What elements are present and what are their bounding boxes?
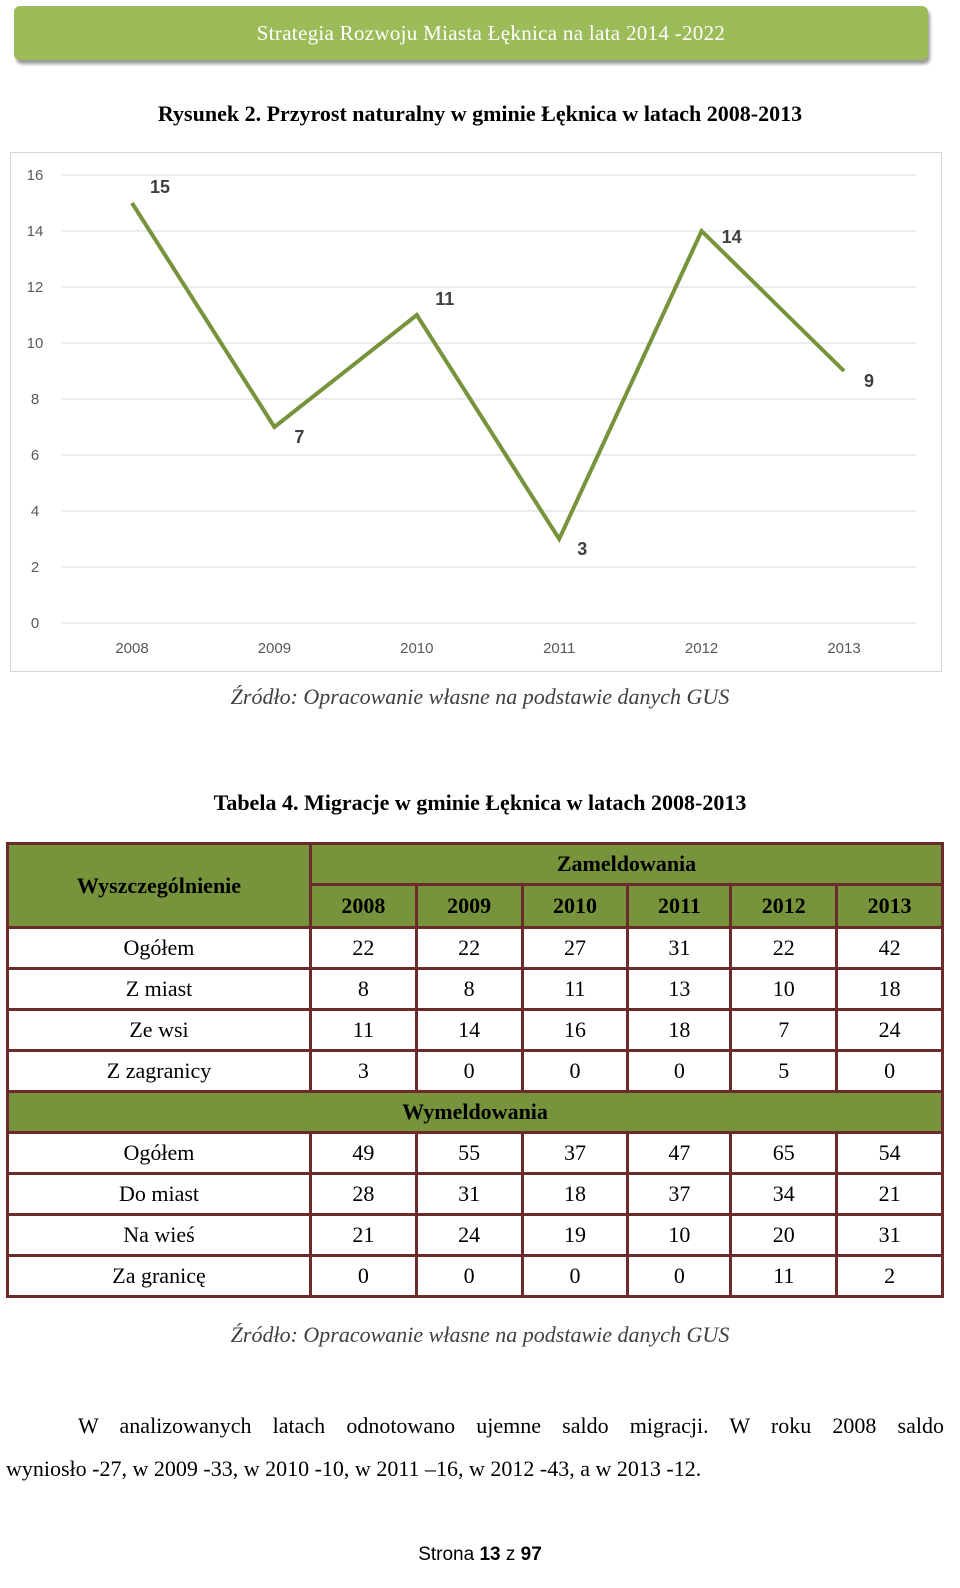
value-cell: 3	[311, 1051, 417, 1092]
table-row	[8, 1215, 943, 1256]
row-label-cell: Za granicę	[8, 1256, 311, 1297]
chart-svg	[11, 153, 941, 671]
value-cell: 11	[731, 1256, 837, 1297]
data-label: 11	[435, 289, 455, 309]
year-header-cell: 2008	[311, 885, 417, 928]
x-tick-label: 2008	[115, 640, 149, 657]
row-header-cell: Wyszczególnienie	[8, 844, 311, 928]
value-cell: 31	[837, 1215, 943, 1256]
value-cell: 65	[731, 1133, 837, 1174]
value-cell: 54	[837, 1133, 943, 1174]
group-row-wymeldowania	[8, 1092, 943, 1133]
document-header-title: Strategia Rozwoju Miasta Łęknica na lata 2014 -2022	[256, 20, 726, 45]
data-label: 7	[294, 427, 305, 447]
value-cell: 7	[731, 1010, 837, 1051]
row-label-cell: Do miast	[8, 1174, 311, 1215]
y-tick-label: 0	[30, 615, 40, 632]
table-source: Źródło: Opracowanie własne na podstawie danych GUS	[230, 1322, 730, 1347]
row-label-cell: Z miast	[8, 969, 311, 1010]
value-cell: 19	[522, 1215, 628, 1256]
value-cell: 37	[522, 1133, 628, 1174]
table-row	[8, 1133, 943, 1174]
value-cell: 31	[628, 928, 731, 969]
year-header-cell: 2013	[837, 885, 943, 928]
y-tick-label: 10	[26, 335, 44, 352]
value-cell: 20	[731, 1215, 837, 1256]
group-header-wymeldowania: Wymeldowania	[8, 1092, 943, 1133]
value-cell: 13	[628, 969, 731, 1010]
value-cell: 14	[416, 1010, 522, 1051]
value-cell: 49	[311, 1133, 417, 1174]
value-cell: 0	[311, 1256, 417, 1297]
x-tick-label: 2010	[400, 640, 434, 657]
value-cell: 21	[837, 1174, 943, 1215]
x-tick-label: 2009	[257, 640, 292, 657]
value-cell: 0	[416, 1256, 522, 1297]
value-cell: 22	[311, 928, 417, 969]
page-footer	[0, 1544, 960, 1566]
value-cell: 16	[522, 1010, 628, 1051]
figure-caption: Rysunek 2. Przyrost naturalny w gminie Łęknica w latach 2008-2013	[157, 101, 803, 126]
table-row	[8, 1010, 943, 1051]
year-header-cell: 2009	[416, 885, 522, 928]
y-tick-label: 8	[30, 391, 40, 408]
value-cell: 0	[416, 1051, 522, 1092]
value-cell: 27	[522, 928, 628, 969]
migration-table	[6, 842, 944, 1298]
value-cell: 18	[522, 1174, 628, 1215]
x-tick-label: 2011	[543, 640, 576, 657]
value-cell: 0	[837, 1051, 943, 1092]
y-tick-label: 12	[26, 279, 44, 296]
row-label-cell: Na wieś	[8, 1215, 311, 1256]
value-cell: 11	[311, 1010, 417, 1051]
body-paragraph	[6, 1404, 944, 1490]
value-cell: 28	[311, 1174, 417, 1215]
paragraph-line-2: wyniosło -27, w 2009 -33, w 2010 -10, w 2011 –16, w 2012 -43, a w 2013 -12.	[6, 1456, 702, 1481]
group-header-zameldowania: Zameldowania	[311, 844, 943, 885]
value-cell: 18	[628, 1010, 731, 1051]
value-cell: 8	[311, 969, 417, 1010]
year-header-cell: 2010	[522, 885, 628, 928]
value-cell: 0	[628, 1256, 731, 1297]
value-cell: 8	[416, 969, 522, 1010]
value-cell: 24	[416, 1215, 522, 1256]
table-row	[8, 969, 943, 1010]
value-cell: 42	[837, 928, 943, 969]
footer-prefix: Strona	[418, 1544, 475, 1565]
value-cell: 24	[837, 1010, 943, 1051]
table-row	[8, 928, 943, 969]
line-chart	[10, 152, 942, 672]
y-tick-label: 6	[30, 447, 40, 464]
series-line	[132, 203, 844, 539]
value-cell: 18	[837, 969, 943, 1010]
value-cell: 10	[628, 1215, 731, 1256]
value-cell: 47	[628, 1133, 731, 1174]
document-header-bar	[14, 6, 928, 60]
footer-separator: z	[505, 1544, 516, 1565]
value-cell: 21	[311, 1215, 417, 1256]
table-row	[8, 1051, 943, 1092]
footer-page-total: 97	[520, 1544, 542, 1565]
row-label-cell: Ogółem	[8, 1133, 311, 1174]
y-tick-label: 16	[26, 167, 44, 184]
data-label: 14	[721, 227, 742, 247]
x-tick-label: 2013	[827, 640, 861, 657]
value-cell: 11	[522, 969, 628, 1010]
row-label-cell: Z zagranicy	[8, 1051, 311, 1092]
table-row	[8, 1174, 943, 1215]
y-tick-label: 14	[26, 223, 44, 240]
value-cell: 22	[731, 928, 837, 969]
value-cell: 37	[628, 1174, 731, 1215]
footer-page-number: 13	[479, 1544, 501, 1565]
value-cell: 31	[416, 1174, 522, 1215]
value-cell: 0	[522, 1051, 628, 1092]
year-header-cell: 2011	[628, 885, 731, 928]
year-header-cell: 2012	[731, 885, 837, 928]
value-cell: 0	[628, 1051, 731, 1092]
value-cell: 2	[837, 1256, 943, 1297]
value-cell: 5	[731, 1051, 837, 1092]
table-caption: Tabela 4. Migracje w gminie Łęknica w latach 2008-2013	[213, 790, 747, 815]
paragraph-line-1: W analizowanych latach odnotowano ujemne saldo migracji. W roku 2008 saldo	[78, 1413, 944, 1438]
value-cell: 0	[522, 1256, 628, 1297]
row-label-cell: Ze wsi	[8, 1010, 311, 1051]
table-row	[8, 1256, 943, 1297]
figure-source: Źródło: Opracowanie własne na podstawie danych GUS	[230, 684, 730, 709]
data-label: 3	[577, 539, 588, 559]
value-cell: 34	[731, 1174, 837, 1215]
y-tick-label: 2	[30, 559, 40, 576]
value-cell: 55	[416, 1133, 522, 1174]
value-cell: 22	[416, 928, 522, 969]
data-label: 9	[863, 371, 875, 391]
x-tick-label: 2012	[684, 640, 719, 657]
value-cell: 10	[731, 969, 837, 1010]
row-label-cell: Ogółem	[8, 928, 311, 969]
y-tick-label: 4	[30, 503, 40, 520]
data-label: 15	[149, 177, 171, 197]
